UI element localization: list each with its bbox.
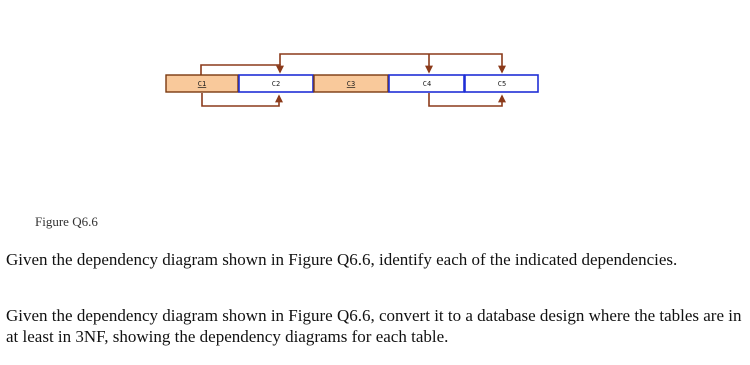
dependency-arrow-c4-to-c5-bottom [429, 93, 502, 106]
figure-caption: Figure Q6.6 [35, 214, 98, 229]
dependency-line-c3-top [280, 54, 502, 72]
attribute-label-c4: C4 [422, 80, 432, 88]
dependency-diagram [0, 0, 750, 130]
attribute-label-c3: C3 [346, 80, 356, 88]
attribute-label-c1: C1 [197, 80, 207, 88]
dependency-lines-below [202, 93, 502, 106]
question-paragraph-2: Given the dependency diagram shown in Figure Q6.6, convert it to a database design where the tables are in at least in 3NF, showing the dependency diagrams for each table. [6, 306, 742, 346]
attribute-boxes [166, 75, 538, 92]
dependency-arrow-c1-to-c2-bottom [202, 93, 279, 106]
cut-off-text-line [6, 356, 746, 365]
attribute-label-c2: C2 [271, 80, 281, 88]
dependency-arrow-c1-to-c2-top [201, 65, 280, 75]
question-paragraph-1: Given the dependency diagram shown in Figure Q6.6, identify each of the indicated dependencies. [6, 250, 678, 269]
dependency-lines-above [201, 54, 502, 75]
attribute-label-c5: C5 [497, 80, 507, 88]
